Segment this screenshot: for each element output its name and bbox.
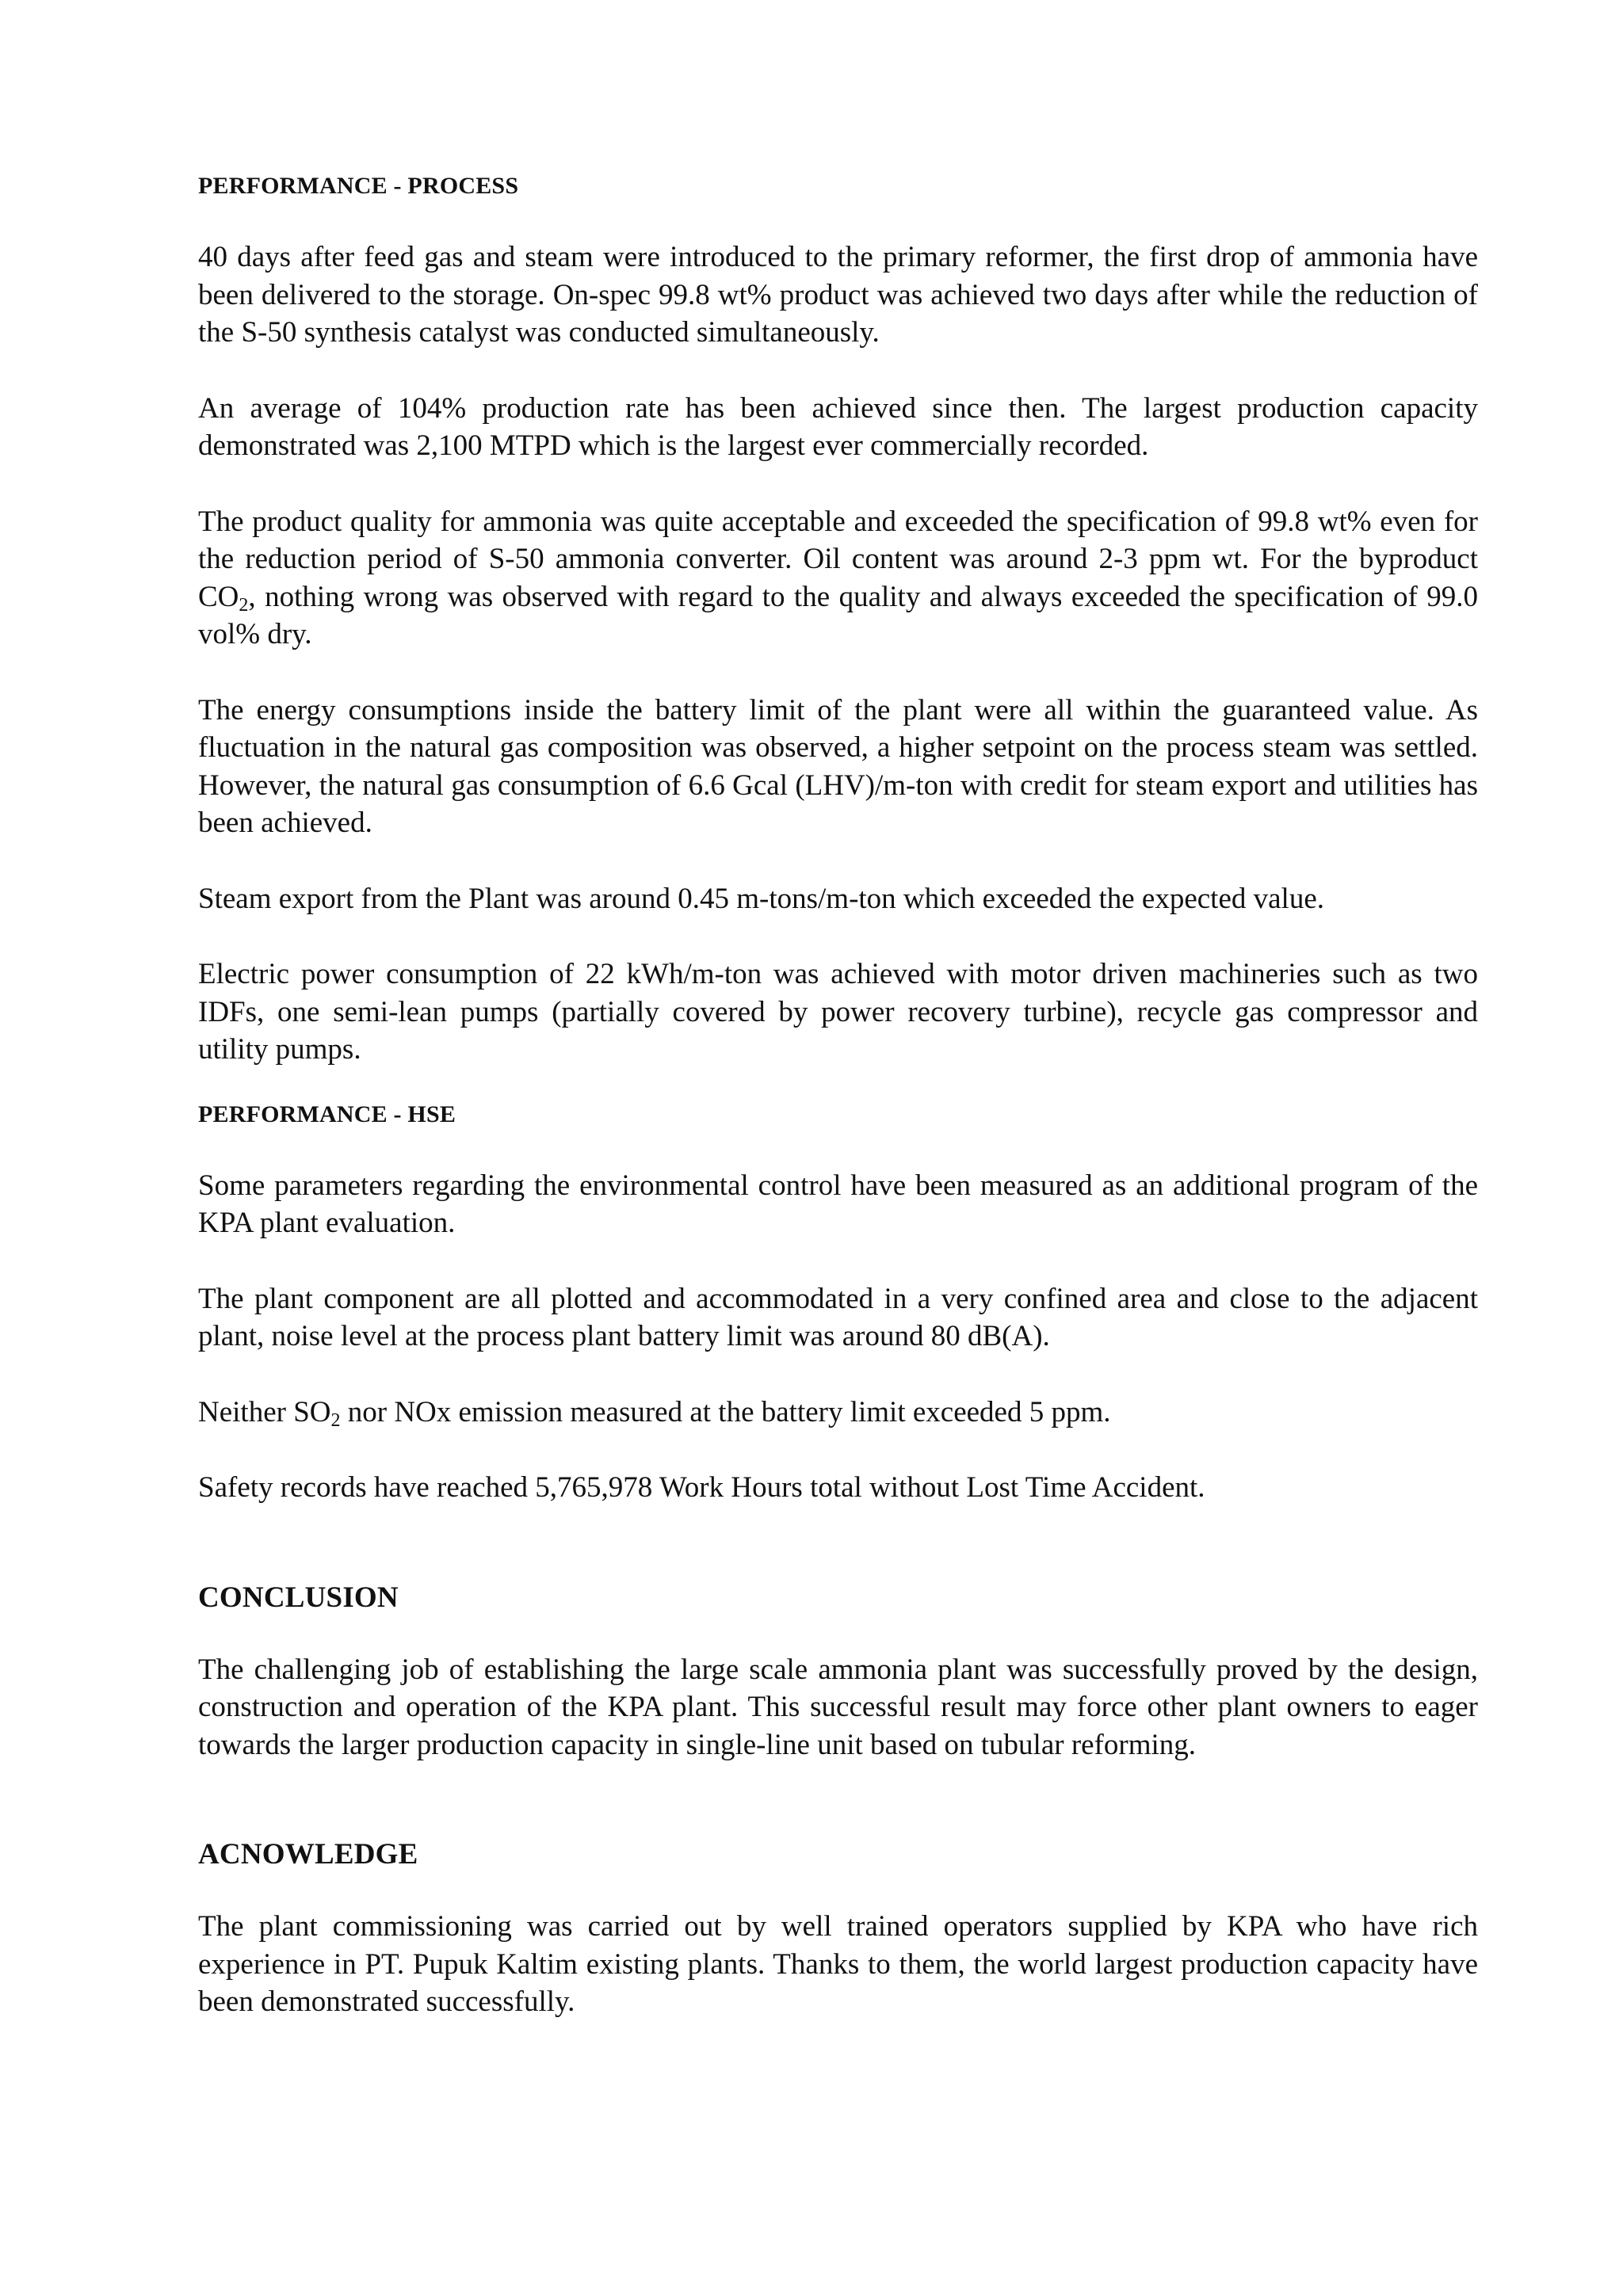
paragraph-emissions-text-a: Neither SO (198, 1395, 331, 1428)
paragraph-product-quality-text-a: The product quality for ammonia was quite acceptable and exceeded the specification of 99.8 wt% even for the reduction period of S-50 ammonia converter. Oil content was around 2-3 ppm wt. For the byproduct CO (198, 505, 1478, 613)
so2-subscript: 2 (330, 1409, 341, 1431)
heading-performance-process: PERFORMANCE - PROCESS (198, 173, 519, 199)
paragraph-acknowledge: The plant commissioning was carried out by well trained operators supplied by KPA who have rich experience in PT. Pupuk Kaltim existing plants. Thanks to them, the world largest production capacity have been demonstrated successfully. (198, 1910, 1478, 2018)
paragraph-steam-export: Steam export from the Plant was around 0.45 m-tons/m-ton which exceeded the expected value. (198, 882, 1324, 915)
paragraph-environmental-control: Some parameters regarding the environmental control have been measured as an additional program of the KPA plant evaluation. (198, 1169, 1478, 1239)
heading-performance-hse: PERFORMANCE - HSE (198, 1100, 456, 1127)
paragraph-noise-level: The plant component are all plotted and accommodated in a very confined area and close to the adjacent plant, noise level at the process plant battery limit was around 80 dB(A). (198, 1282, 1478, 1352)
paragraph-electric-power: Electric power consumption of 22 kWh/m-ton was achieved with motor driven machineries such as two IDFs, one semi-lean pumps (partially covered by power recovery turbine), recycle gas compressor and utility pumps. (198, 958, 1478, 1066)
paragraph-emissions (198, 1394, 1478, 1432)
paragraph-energy-consumption: The energy consumptions inside the battery limit of the plant were all within the guaranteed value. As fluctuation in the natural gas composition was observed, a higher setpoint on the process steam was settled. However, the natural gas consumption of 6.6 Gcal (LHV)/m-ton with credit for steam export and utilities has been achieved. (198, 693, 1478, 839)
paragraph-product-quality (198, 503, 1478, 654)
paragraph-first-ammonia: 40 days after feed gas and steam were introduced to the primary reformer, the first drop of ammonia have been delivered to the storage. On-spec 99.8 wt% product was achieved two days after while the reduction of the S-50 synthesis catalyst was conducted simultaneously. (198, 241, 1478, 349)
co2-subscript: 2 (239, 594, 249, 616)
paragraph-conclusion: The challenging job of establishing the large scale ammonia plant was successfully proved by the design, construction and operation of the KPA plant. This successful result may force other plant owners to eager towards the larger production capacity in single-line unit based on tubular reforming. (198, 1653, 1478, 1761)
paragraph-product-quality-text-b: , nothing wrong was observed with regard to the quality and always exceeded the specification of 99.0 vol% dry. (198, 580, 1478, 650)
paragraph-safety-records: Safety records have reached 5,765,978 Work Hours total without Lost Time Accident. (198, 1471, 1205, 1504)
heading-acknowledge: ACNOWLEDGE (198, 1838, 418, 1871)
document-page (198, 170, 1478, 2021)
paragraph-production-rate: An average of 104% production rate has been achieved since then. The largest production capacity demonstrated was 2,100 MTPD which is the largest ever commercially recorded. (198, 391, 1478, 462)
paragraph-emissions-text-b: nor NOx emission measured at the battery limit exceeded 5 ppm. (340, 1395, 1111, 1428)
heading-conclusion: CONCLUSION (198, 1581, 399, 1614)
